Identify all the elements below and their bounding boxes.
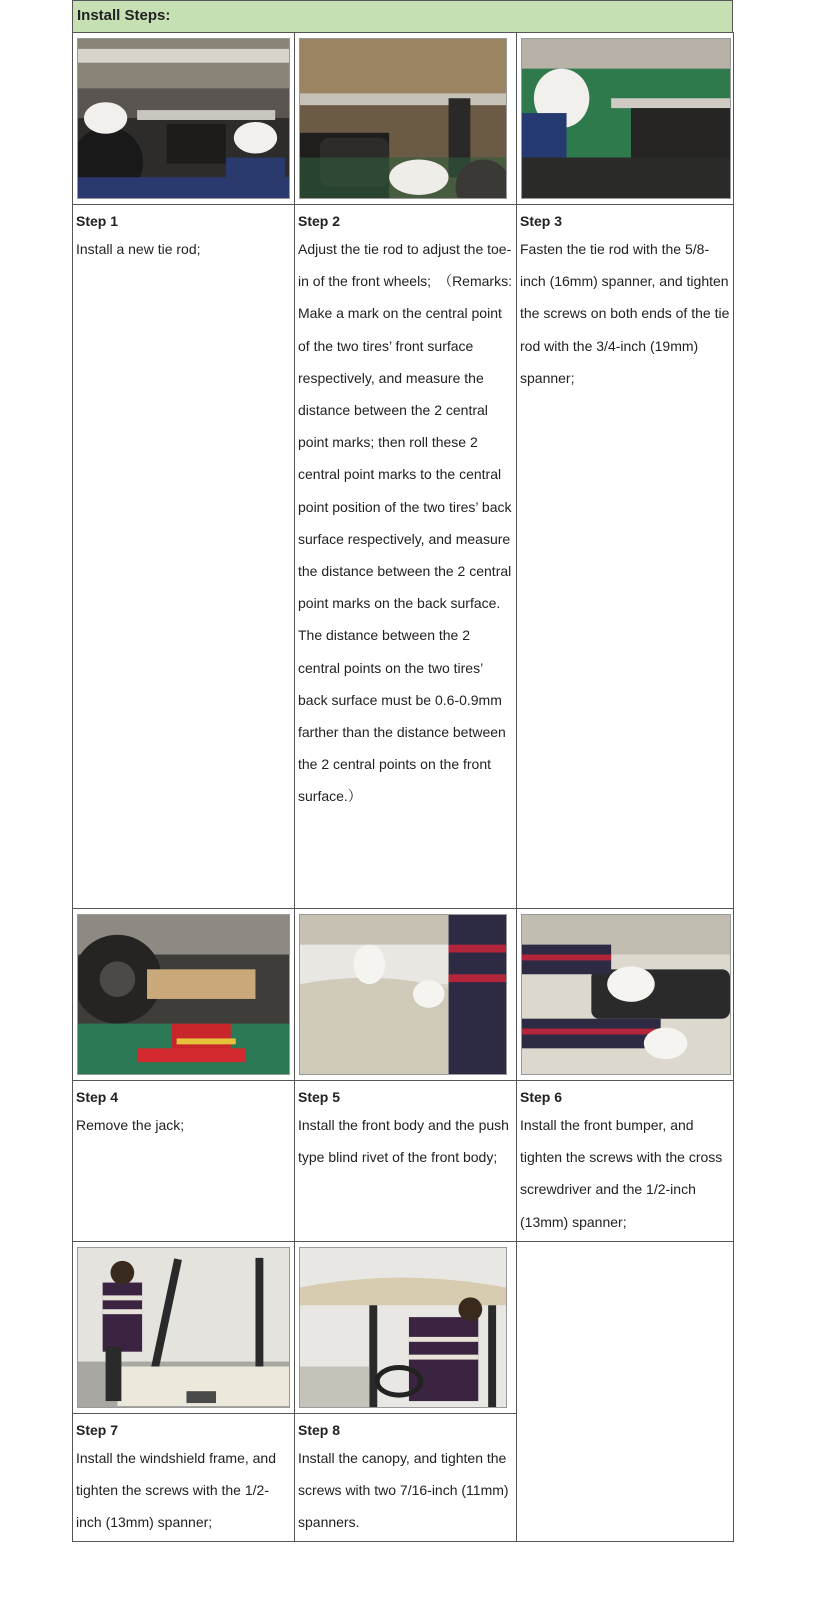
step-5-title: Step 5 (298, 1089, 341, 1105)
step-1-cell (73, 205, 295, 909)
step-6-cell (517, 1081, 734, 1242)
step-5-text: Install the front body and the push type blind rivet of the front body; (298, 1117, 509, 1166)
tie-rod-install-photo (77, 38, 290, 199)
step-5-photo-cell (295, 909, 517, 1081)
step-4-photo-cell (73, 909, 295, 1081)
text-row-1 (73, 205, 734, 909)
install-steps-header: Install Steps: (72, 0, 733, 32)
photo-row-3 (73, 1242, 734, 1414)
step-8-title: Step 8 (298, 1422, 341, 1438)
step-5-cell (295, 1081, 517, 1242)
tie-rod-adjust-photo (299, 38, 507, 199)
step-2-photo-cell (295, 33, 517, 205)
install-steps-table (72, 32, 734, 1542)
step-3-title: Step 3 (520, 213, 563, 229)
front-body-photo (299, 914, 507, 1075)
windshield-photo (77, 1247, 290, 1408)
empty-cell (517, 1242, 734, 1542)
step-3-text: Fasten the tie rod with the 5/8-inch (16mm) spanner, and tighten the screws on both ends of the tie rod with the 3/4-inch (19mm) spanner; (520, 241, 730, 386)
step-3-photo-cell (517, 33, 734, 205)
step-7-photo-cell (73, 1242, 295, 1414)
step-7-text: Install the windshield frame, and tighten the screws with the 1/2-inch (13mm) spanner; (76, 1450, 276, 1531)
step-8-photo-cell (295, 1242, 517, 1414)
step-8-text: Install the canopy, and tighten the screws with two 7/16-inch (11mm) spanners. (298, 1450, 509, 1531)
step-6-photo-cell (517, 909, 734, 1081)
step-6-text: Install the front bumper, and tighten the screws with the cross screwdriver and the 1/2-inch (13mm) spanner; (520, 1117, 723, 1230)
front-bumper-photo (521, 914, 731, 1075)
tie-rod-fasten-photo (521, 38, 731, 199)
step-8-cell (295, 1414, 517, 1542)
step-2-cell (295, 205, 517, 909)
step-1-title: Step 1 (76, 213, 119, 229)
step-1-photo-cell (73, 33, 295, 205)
install-steps-document (72, 0, 733, 1542)
step-2-title: Step 2 (298, 213, 341, 229)
step-7-title: Step 7 (76, 1422, 119, 1438)
step-6-title: Step 6 (520, 1089, 563, 1105)
jack-photo (77, 914, 290, 1075)
step-2-text: Adjust the tie rod to adjust the toe-in of the front wheels; （Remarks: Make a mark on the central point of the two tires’ front surface respectively, and measure the distance between the 2 central point marks; then roll these 2 central point marks to the central point position of the two tires’ back surface respectively, and measure the distance between the 2 central point marks on the back surface. The distance between the 2 central points on the two tires’ back surface must be 0.6-0.9mm farther than the distance between the 2 central points on the front surface.） (298, 241, 512, 805)
text-row-2 (73, 1081, 734, 1242)
step-4-cell (73, 1081, 295, 1242)
photo-row-2 (73, 909, 734, 1081)
step-7-cell (73, 1414, 295, 1542)
step-1-text: Install a new tie rod; (76, 241, 201, 257)
step-4-title: Step 4 (76, 1089, 119, 1105)
step-3-cell (517, 205, 734, 909)
step-4-text: Remove the jack; (76, 1117, 185, 1133)
canopy-photo (299, 1247, 507, 1408)
photo-row-1 (73, 33, 734, 205)
